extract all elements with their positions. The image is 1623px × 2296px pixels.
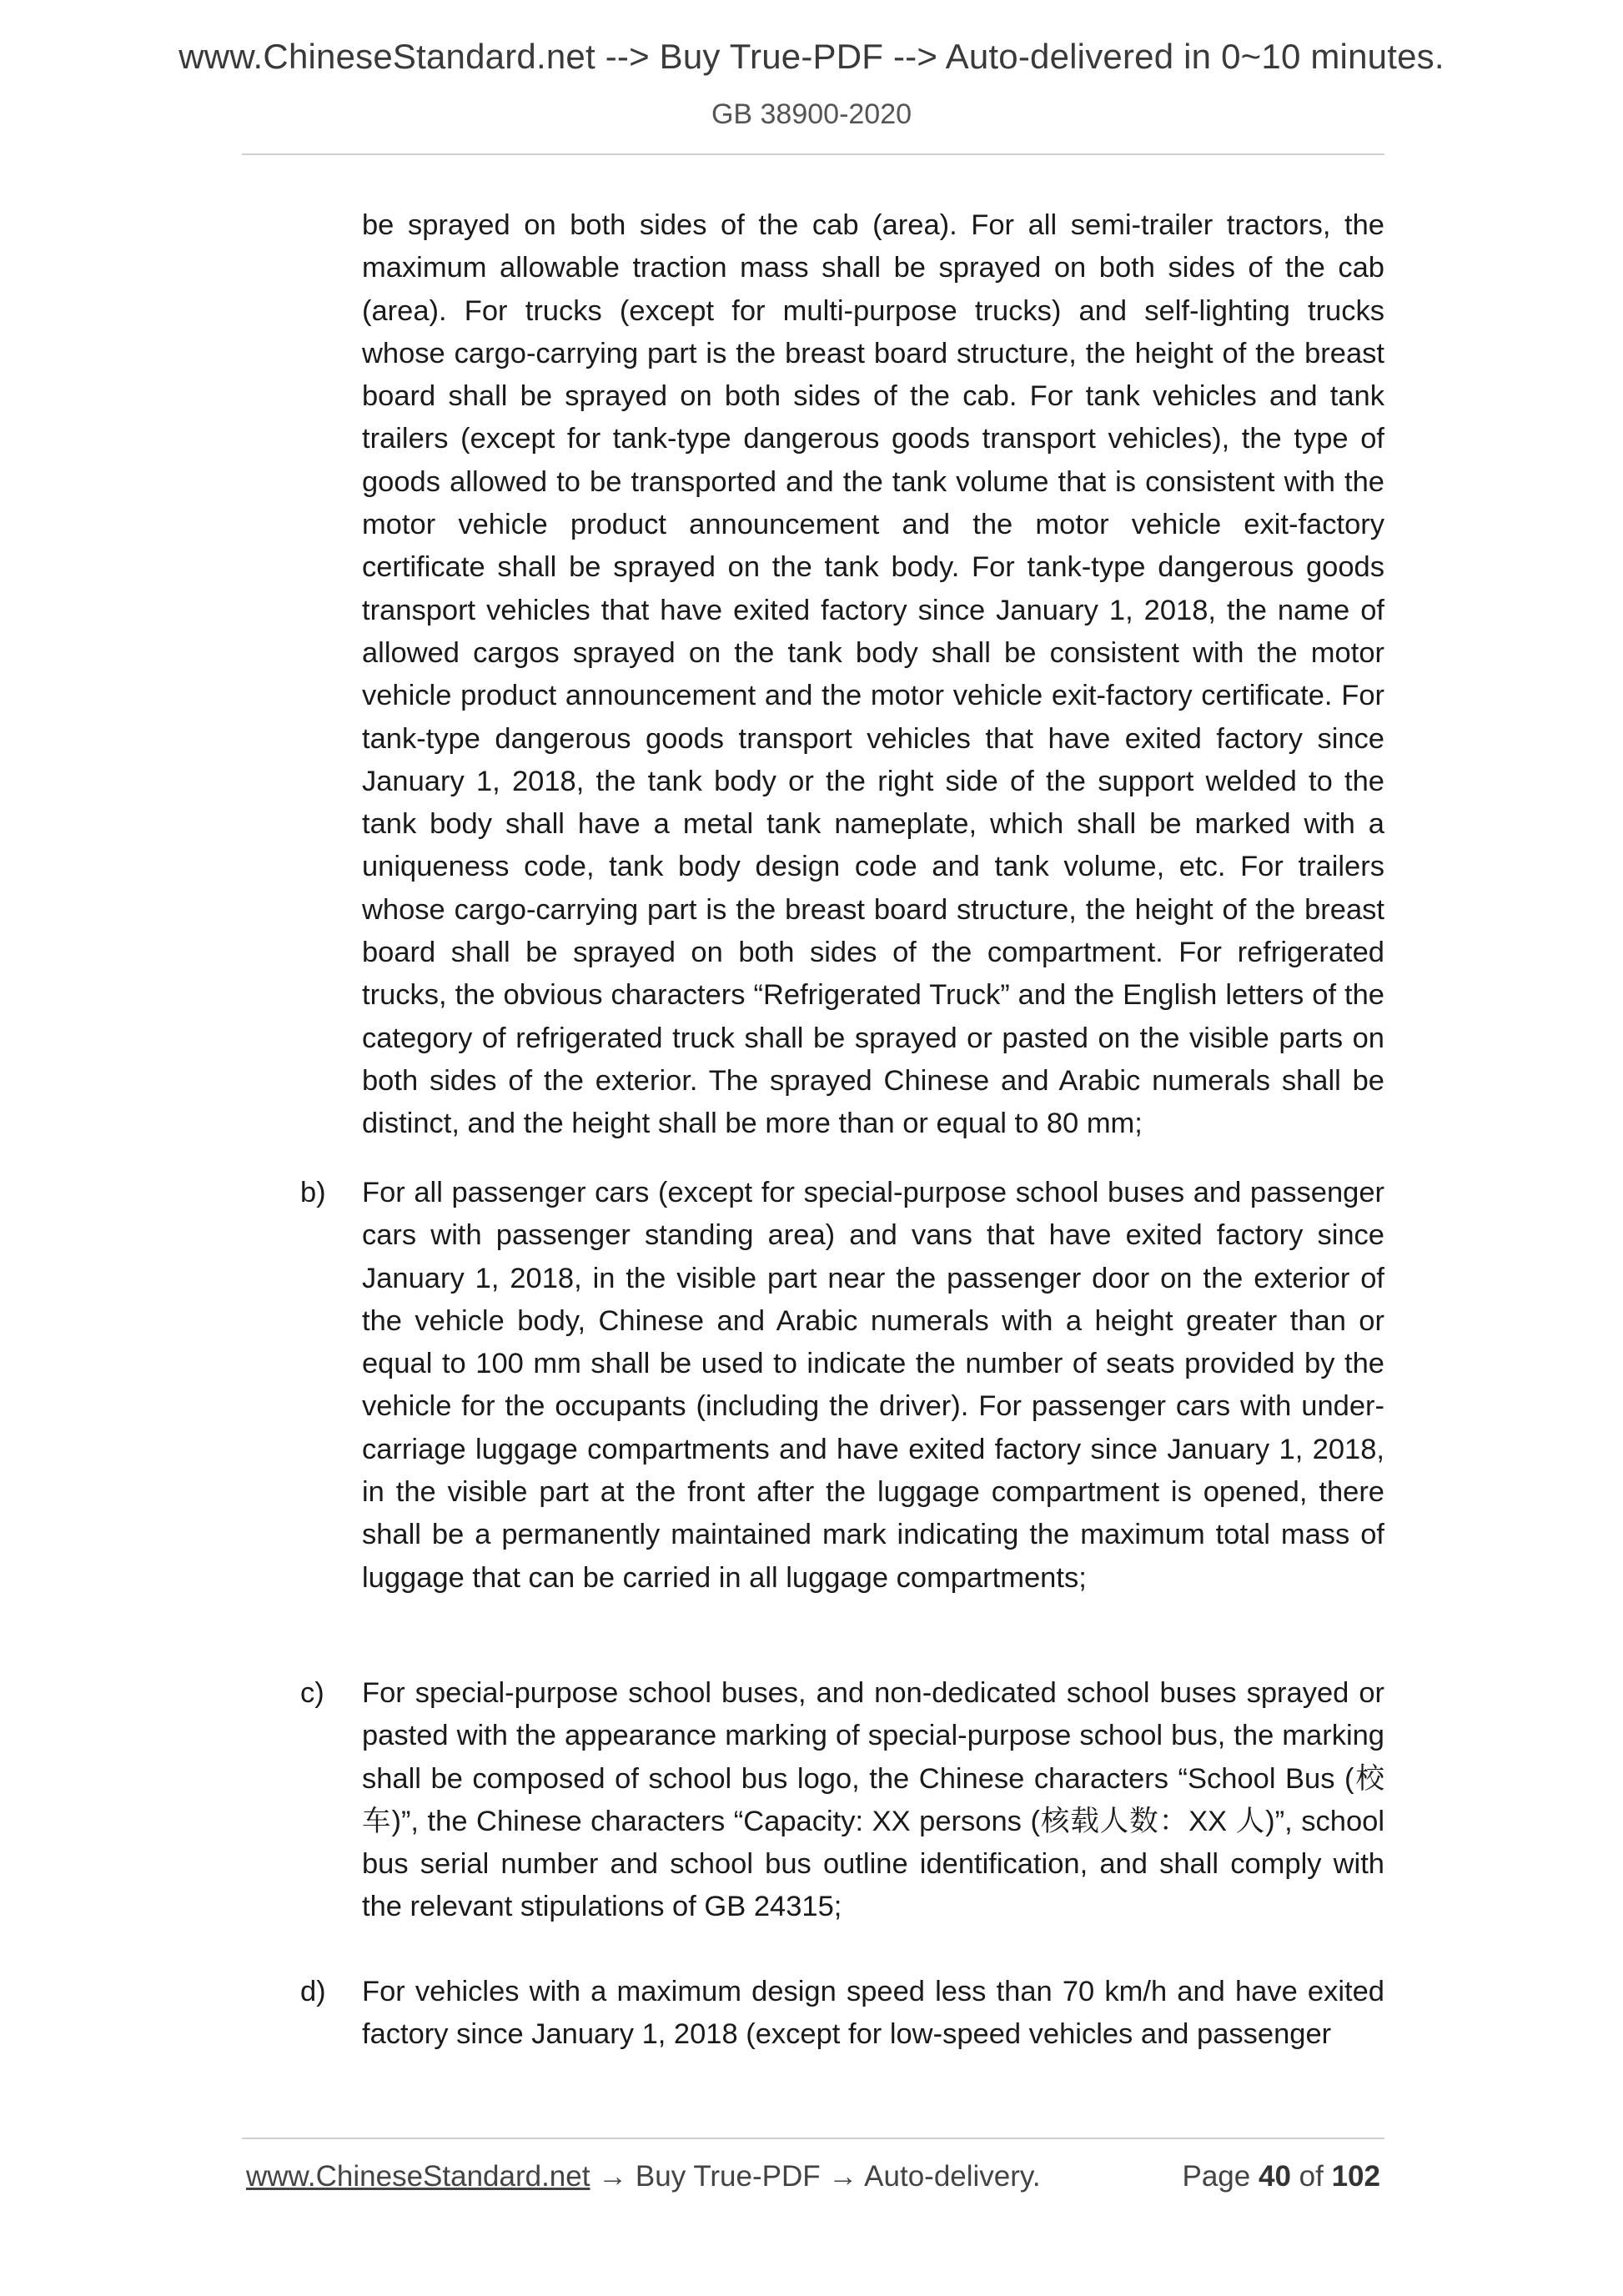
continuation-paragraph: be sprayed on both sides of the cab (area). For all semi-trailer tractors, the maximum allowable traction mass shall be sprayed on both sides of the cab (area). For trucks (except for multi-purpose trucks) and self-lighting trucks whose cargo-carrying part is the breast board structure, the height of the breast board shall be sprayed on both sides of the cab. For tank vehicles and tank trailers (except for tank-type dangerous goods transport vehicles), the type of goods allowed to be transported and the tank volume that is consistent with the motor vehicle product announcement and the motor vehicle exit-factory certificate shall be sprayed on the tank body. For tank-type dangerous goods transport vehicles that have exited factory since January 1, 2018, the name of allowed cargos sprayed on the tank body shall be consistent with the motor vehicle product announcement and the motor vehicle exit-factory certificate. For tank-type dangerous goods transport vehicles that have exited factory since January 1, 2018, the tank body or the right side of the support welded to the tank body shall have a metal tank nameplate, which shall be marked with a uniqueness code, tank body design code and tank volume, etc. For trailers whose cargo-carrying part is the breast board structure, the height of the breast board shall be sprayed on both sides of the compartment. For refrigerated trucks, the obvious characters “Refrigerated Truck” and the English letters of the category of refrigerated truck shall be sprayed or pasted on the visible parts on both sides of the exterior. The sprayed Chinese and Arabic numerals shall be distinct, and the height shall be more than or equal to 80 mm; <box>362 209 1384 1140</box>
list-marker: d) <box>300 1976 326 2007</box>
list-item-text: For vehicles with a maximum design speed less than 70 km/h and have exited factory since January 1, 2018 (except for low-speed vehicles and passenger <box>362 1976 1384 2051</box>
list-item-text: For special-purpose school buses, and non-dedicated school buses sprayed or pasted with the appearance marking of special-purpose school bus, the marking shall be composed of school bus logo, the Chinese characters “School Bus (校车)”, the Chinese characters “Capacity: XX persons (核载人数：XX 人)”, school bus serial number and school bus outline identification, and shall comply with the relevant stipulations of GB 24315; <box>362 1677 1384 1923</box>
list-marker: b) <box>300 1177 326 1208</box>
page-indicator <box>1183 2160 1381 2193</box>
page-number: 40 <box>1258 2160 1291 2193</box>
document-code: GB 38900-2020 <box>711 98 912 130</box>
footer-promo: → Buy True-PDF → Auto-delivery. <box>590 2160 1041 2193</box>
page-footer <box>246 2160 1380 2193</box>
of-word: of <box>1299 2160 1324 2193</box>
page-word: Page <box>1182 2160 1251 2193</box>
list-marker: c) <box>300 1677 324 1709</box>
list-item-text: For all passenger cars (except for special-purpose school buses and passenger cars with passenger standing area) and vans that have exited factory since January 1, 2018, in the visible part near the passenger door on the exterior of the vehicle body, Chinese and Arabic numerals with a height greater than or equal to 100 mm shall be used to indicate the number of seats provided by the vehicle for the occupants (including the driver). For passenger cars with under-carriage luggage compartments and have exited factory since January 1, 2018, in the visible part at the front after the luggage compartment is opened, there shall be a permanently maintained mark indicating the maximum total mass of luggage that can be carried in all luggage compartments; <box>362 1177 1384 1594</box>
footer-divider <box>242 2138 1384 2139</box>
header-banner: www.ChineseStandard.net --> Buy True-PDF --> Auto-delivered in 0~10 minutes. <box>178 37 1445 76</box>
footer-site-link[interactable]: www.ChineseStandard.net <box>246 2160 590 2193</box>
header-divider <box>242 153 1384 155</box>
total-pages: 102 <box>1331 2160 1380 2193</box>
